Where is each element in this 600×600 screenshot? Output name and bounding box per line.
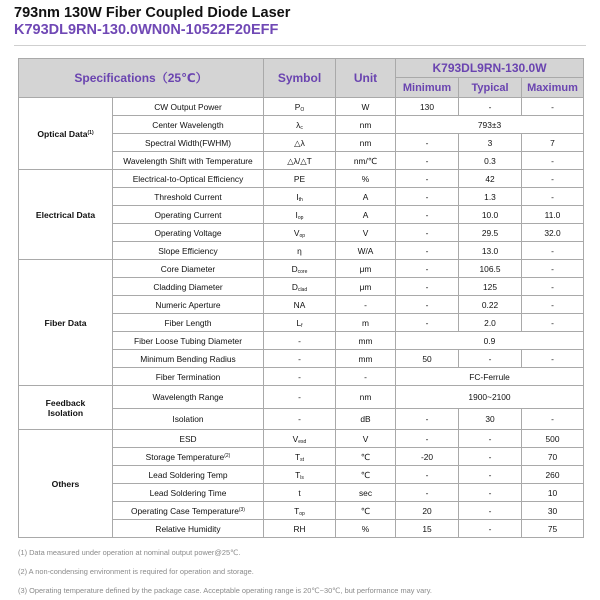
minimum-value: 130 [396, 98, 459, 116]
parameter-cell [113, 484, 264, 502]
symbol-subscript: core [297, 268, 308, 275]
parameter-name: Fiber Length [164, 317, 212, 328]
unit-cell: V [336, 430, 396, 448]
table-row [19, 170, 584, 188]
parameter-name: Minimum Bending Radius [140, 353, 236, 364]
symbol-cell [264, 98, 336, 116]
typical-value: 30 [459, 408, 522, 430]
unit-cell: % [336, 520, 396, 538]
footnote: (1) Data measured under operation at nominal output power@25℃. [18, 548, 241, 557]
symbol-cell [264, 466, 336, 484]
maximum-value: - [522, 170, 584, 188]
unit-cell: ℃ [336, 448, 396, 466]
minimum-value: - [396, 466, 459, 484]
typical-value: FC-Ferrule [396, 368, 584, 386]
header-minimum: Minimum [396, 78, 459, 98]
maximum-value: - [522, 242, 584, 260]
parameter-cell [113, 152, 264, 170]
group-optical-data [19, 98, 113, 170]
parameter-cell [113, 278, 264, 296]
typical-value: 13.0 [459, 242, 522, 260]
typical-value: - [459, 520, 522, 538]
minimum-value: - [396, 152, 459, 170]
minimum-value: - [396, 314, 459, 332]
parameter-name: Wavelength Shift with Temperature [123, 155, 253, 166]
symbol-subscript: c [300, 124, 303, 131]
parameter-name: Lead Soldering Temp [148, 469, 228, 480]
group-electrical-data [19, 170, 113, 260]
parameter-cell [113, 224, 264, 242]
parameter-cell [113, 314, 264, 332]
symbol-cell [264, 408, 336, 430]
minimum-value: - [396, 224, 459, 242]
symbol-cell [264, 134, 336, 152]
parameter-cell [113, 332, 264, 350]
group-label: Others [51, 478, 80, 489]
typical-value: 29.5 [459, 224, 522, 242]
unit-cell: mm [336, 350, 396, 368]
typical-value: - [459, 466, 522, 484]
unit-cell: A [336, 206, 396, 224]
unit-cell: m [336, 314, 396, 332]
typical-value: 793±3 [396, 116, 584, 134]
symbol-cell [264, 206, 336, 224]
typical-value: - [459, 502, 522, 520]
symbol-text: - [298, 353, 301, 364]
unit-cell: dB [336, 408, 396, 430]
maximum-value: - [522, 408, 584, 430]
maximum-value: 30 [522, 502, 584, 520]
parameter-cell [113, 386, 264, 409]
unit-cell: mm [336, 332, 396, 350]
group-fiber-data [19, 260, 113, 386]
unit-cell: nm [336, 134, 396, 152]
parameter-cell [113, 502, 264, 520]
unit-cell: μm [336, 260, 396, 278]
parameter-name: ESD [179, 433, 197, 444]
parameter-cell [113, 260, 264, 278]
parameter-name: Operating Current [154, 209, 222, 220]
typical-value: - [459, 350, 522, 368]
typical-value: 125 [459, 278, 522, 296]
symbol-text: - [298, 371, 301, 382]
unit-cell: ℃ [336, 502, 396, 520]
parameter-name: Lead Soldering Time [149, 487, 227, 498]
footnote-ref: (3) [238, 506, 245, 513]
header-maximum: Maximum [522, 78, 584, 98]
parameter-cell [113, 408, 264, 430]
maximum-value: 500 [522, 430, 584, 448]
symbol-cell [264, 520, 336, 538]
maximum-value: - [522, 98, 584, 116]
header-unit: Unit [336, 59, 396, 98]
symbol-cell [264, 188, 336, 206]
maximum-value: - [522, 278, 584, 296]
footnote-ref: (2) [224, 452, 231, 459]
symbol-text: t [298, 487, 301, 498]
symbol-subscript: th [298, 196, 303, 203]
minimum-value: 50 [396, 350, 459, 368]
table-row [19, 386, 584, 409]
unit-cell: nm/℃ [336, 152, 396, 170]
parameter-name: Cladding Diameter [153, 281, 223, 292]
symbol-text: D [291, 281, 298, 292]
symbol-subscript: st [300, 456, 304, 463]
parameter-name: Relative Humidity [155, 523, 221, 534]
maximum-value: 11.0 [522, 206, 584, 224]
parameter-name: Storage Temperature [145, 451, 225, 462]
symbol-subscript: op [297, 214, 304, 221]
table-row [19, 98, 584, 116]
typical-value: 42 [459, 170, 522, 188]
group-isolation [19, 408, 113, 430]
maximum-value: - [522, 314, 584, 332]
minimum-value: - [396, 188, 459, 206]
minimum-value: - [396, 242, 459, 260]
parameter-cell [113, 188, 264, 206]
parameter-cell [113, 170, 264, 188]
specifications-table [18, 58, 584, 538]
unit-cell: % [336, 170, 396, 188]
symbol-text: T [294, 451, 301, 462]
table-row [19, 408, 584, 430]
footnote: (3) Operating temperature defined by the package case. Acceptable operating range is 20℃~30℃, but performance may vary. [18, 586, 432, 595]
symbol-cell [264, 314, 336, 332]
parameter-name: Spectral Width(FWHM) [144, 137, 232, 148]
symbol-cell [264, 116, 336, 134]
symbol-text: △λ/△T [287, 155, 312, 166]
parameter-name: Operating Voltage [154, 227, 222, 238]
maximum-value: - [522, 260, 584, 278]
minimum-value: - [396, 278, 459, 296]
unit-cell: W/A [336, 242, 396, 260]
symbol-text: D [291, 263, 298, 274]
parameter-name: Operating Case Temperature [131, 505, 239, 516]
parameter-name: CW Output Power [154, 101, 222, 112]
table-row [19, 260, 584, 278]
parameter-name: Core Diameter [160, 263, 216, 274]
unit-cell: V [336, 224, 396, 242]
minimum-value: - [396, 296, 459, 314]
typical-value: 0.3 [459, 152, 522, 170]
typical-value: - [459, 98, 522, 116]
typical-value: 106.5 [459, 260, 522, 278]
footnote: (2) A non-condensing environment is required for operation and storage. [18, 567, 254, 576]
symbol-subscript: op [299, 510, 305, 517]
maximum-value: 10 [522, 484, 584, 502]
symbol-text: I [295, 209, 298, 220]
symbol-text: T [294, 505, 300, 516]
symbol-cell [264, 430, 336, 448]
group-others [19, 430, 113, 538]
group-feedback [19, 386, 113, 409]
group-label: Electrical Data [35, 209, 96, 220]
minimum-value: - [396, 484, 459, 502]
symbol-subscript: esd [298, 438, 307, 445]
header-model: K793DL9RN-130.0W [396, 59, 584, 78]
parameter-cell [113, 134, 264, 152]
parameter-cell [113, 350, 264, 368]
minimum-value: - [396, 134, 459, 152]
minimum-value: 15 [396, 520, 459, 538]
minimum-value: - [396, 408, 459, 430]
symbol-cell [264, 152, 336, 170]
parameter-cell [113, 242, 264, 260]
symbol-cell [264, 278, 336, 296]
symbol-text: I [296, 191, 299, 202]
symbol-text: λ [296, 119, 301, 130]
typical-value: 1.3 [459, 188, 522, 206]
symbol-text: NA [293, 299, 306, 310]
specifications-body [19, 98, 584, 538]
parameter-cell [113, 98, 264, 116]
parameter-name: Wavelength Range [152, 391, 224, 402]
symbol-cell [264, 242, 336, 260]
symbol-cell [264, 386, 336, 409]
symbol-subscript: clad [297, 286, 308, 293]
unit-cell: - [336, 368, 396, 386]
minimum-value: - [396, 260, 459, 278]
parameter-cell [113, 206, 264, 224]
header-specifications: Specifications（25℃） [19, 59, 264, 98]
parameter-name: Electrical-to-Optical Efficiency [132, 173, 244, 184]
parameter-cell [113, 296, 264, 314]
parameter-name: Fiber Loose Tubing Diameter [134, 335, 242, 346]
parameter-name: Slope Efficiency [158, 245, 218, 256]
title-divider [14, 45, 586, 46]
group-label: Fiber Data [44, 317, 87, 328]
symbol-text: L [296, 317, 302, 328]
product-title: 793nm 130W Fiber Coupled Diode Laser [14, 5, 291, 21]
minimum-value: 20 [396, 502, 459, 520]
typical-value: 3 [459, 134, 522, 152]
symbol-text: RH [293, 523, 306, 534]
symbol-cell [264, 224, 336, 242]
parameter-cell [113, 448, 264, 466]
symbol-text: PE [293, 173, 306, 184]
symbol-text: - [298, 391, 301, 402]
minimum-value: - [396, 206, 459, 224]
symbol-cell [264, 296, 336, 314]
maximum-value: - [522, 188, 584, 206]
typical-value: 10.0 [459, 206, 522, 224]
maximum-value: - [522, 152, 584, 170]
minimum-value: - [396, 430, 459, 448]
maximum-value: 7 [522, 134, 584, 152]
parameter-cell [113, 368, 264, 386]
symbol-text: △λ [294, 137, 305, 148]
unit-cell: μm [336, 278, 396, 296]
maximum-value: 75 [522, 520, 584, 538]
symbol-subscript: op [299, 232, 306, 239]
symbol-text: η [297, 245, 302, 256]
parameter-name: Threshold Current [154, 191, 222, 202]
symbol-cell [264, 350, 336, 368]
symbol-cell [264, 484, 336, 502]
symbol-text: T [295, 469, 301, 480]
parameter-cell [113, 430, 264, 448]
symbol-subscript: O [300, 106, 305, 113]
parameter-cell [113, 466, 264, 484]
parameter-name: Fiber Termination [155, 371, 221, 382]
typical-value: 1900~2100 [396, 386, 584, 409]
maximum-value: 70 [522, 448, 584, 466]
minimum-value: -20 [396, 448, 459, 466]
symbol-cell [264, 448, 336, 466]
group-label: Optical Data [37, 128, 88, 139]
typical-value: 0.9 [396, 332, 584, 350]
maximum-value: 260 [522, 466, 584, 484]
minimum-value: - [396, 170, 459, 188]
parameter-name: Center Wavelength [152, 119, 224, 130]
header-typical: Typical [459, 78, 522, 98]
unit-cell: - [336, 296, 396, 314]
typical-value: - [459, 448, 522, 466]
parameter-name: Isolation [172, 413, 204, 424]
symbol-subscript: ls [300, 474, 304, 481]
typical-value: - [459, 430, 522, 448]
symbol-cell [264, 260, 336, 278]
unit-cell: W [336, 98, 396, 116]
maximum-value: - [522, 350, 584, 368]
group-label: Feedback [45, 398, 86, 408]
symbol-text: - [298, 335, 301, 346]
unit-cell: sec [336, 484, 396, 502]
parameter-cell [113, 520, 264, 538]
maximum-value: - [522, 296, 584, 314]
table-row [19, 430, 584, 448]
unit-cell: ℃ [336, 466, 396, 484]
typical-value: - [459, 484, 522, 502]
typical-value: 0.22 [459, 296, 522, 314]
maximum-value: 32.0 [522, 224, 584, 242]
part-number: K793DL9RN-130.0WN0N-10522F20EFF [14, 22, 279, 38]
symbol-text: - [298, 413, 301, 424]
footnote-ref: (1) [87, 129, 94, 136]
parameter-cell [113, 116, 264, 134]
symbol-text: V [292, 433, 299, 444]
symbol-cell [264, 502, 336, 520]
symbol-cell [264, 368, 336, 386]
symbol-cell [264, 170, 336, 188]
unit-cell: nm [336, 386, 396, 409]
symbol-cell [264, 332, 336, 350]
header-symbol: Symbol [264, 59, 336, 98]
unit-cell: nm [336, 116, 396, 134]
symbol-subscript: f [301, 322, 303, 329]
symbol-text: V [293, 227, 300, 238]
unit-cell: A [336, 188, 396, 206]
typical-value: 2.0 [459, 314, 522, 332]
parameter-name: Numeric Aperture [155, 299, 221, 310]
group-label: Isolation [47, 408, 84, 418]
symbol-text: P [294, 101, 301, 112]
